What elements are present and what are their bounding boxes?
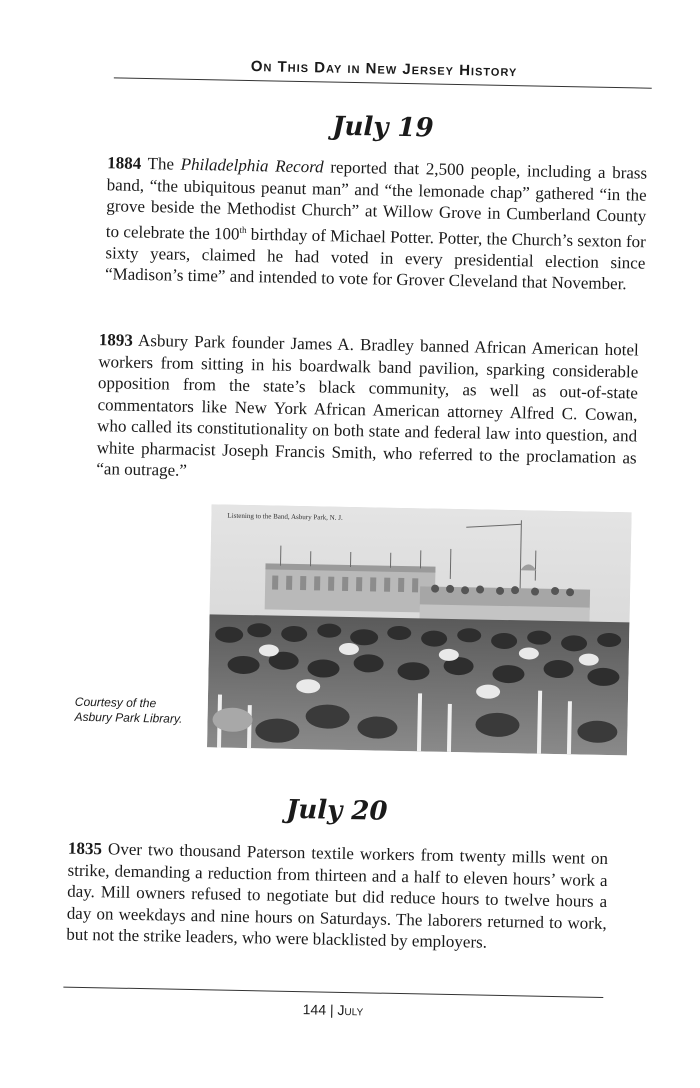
photo-credit: Courtesy of the Asbury Park Library.	[74, 695, 195, 727]
entry-text: The	[141, 154, 181, 174]
entry-1884	[105, 152, 647, 295]
page-number: 144	[303, 1001, 327, 1017]
entry-1835	[66, 838, 608, 956]
entry-text: Asbury Park founder James A. Bradley banned African American hotel workers from sitting in his boardwalk band pavilion, sparking considerable opposition from the state’s black community, as well as out-of-state commentators like New York African American attorney Alfred C. Cowan, who called its constitutionality on both state and federal law into question, and white pharmacist Joseph Francis Smith, who referred to the proclamation as “an outrage.”	[96, 331, 639, 480]
entry-text: Over two thousand Paterson textile workers from twenty mills went on strike, demanding a reduction from thirteen and a half to eleven hours’ work a day. Mill owners refused to negotiate but did reduce hours to twelve hours a day on weekdays and nine hours on Saturdays. The laborers returned to work, but not the strike leaders, who were blacklisted by employers.	[66, 839, 608, 951]
section-name: July	[337, 1002, 363, 1018]
footer-rule	[63, 987, 603, 998]
date-heading-july-20: July 20	[67, 791, 607, 831]
publication-title: Philadelphia Record	[181, 155, 324, 177]
date-heading-july-19: July 19	[113, 107, 653, 147]
entry-year: 1884	[107, 153, 141, 173]
entry-year: 1835	[68, 839, 102, 859]
entry-text: reported that 2,500 people, including a brass band, “the ubiquitous peanut man” and “the lemonade chap” gathered “in the grove beside the Methodist Church” at Willow Grove in Cumberland County to celebrate the 100	[106, 157, 648, 243]
entry-year: 1893	[99, 330, 133, 350]
postcard-printed-caption: Listening to the Band, Asbury Park, N. J.	[227, 512, 342, 522]
historical-postcard-photo	[207, 504, 632, 755]
band-pavilion-crowd-image	[207, 504, 632, 755]
page-folio	[63, 997, 603, 1023]
entry-1893	[96, 329, 639, 490]
running-head: On This Day in New Jersey History	[114, 55, 654, 82]
entry-text: birthday of Michael Potter. Potter, the Church’s sexton for sixty years, claimed he had voted in every presidential election since “Madison’s time” and intended to vote for Grover Cleveland that November.	[105, 224, 646, 293]
ordinal-suffix: th	[239, 224, 246, 234]
folio-separator: |	[326, 1002, 338, 1018]
